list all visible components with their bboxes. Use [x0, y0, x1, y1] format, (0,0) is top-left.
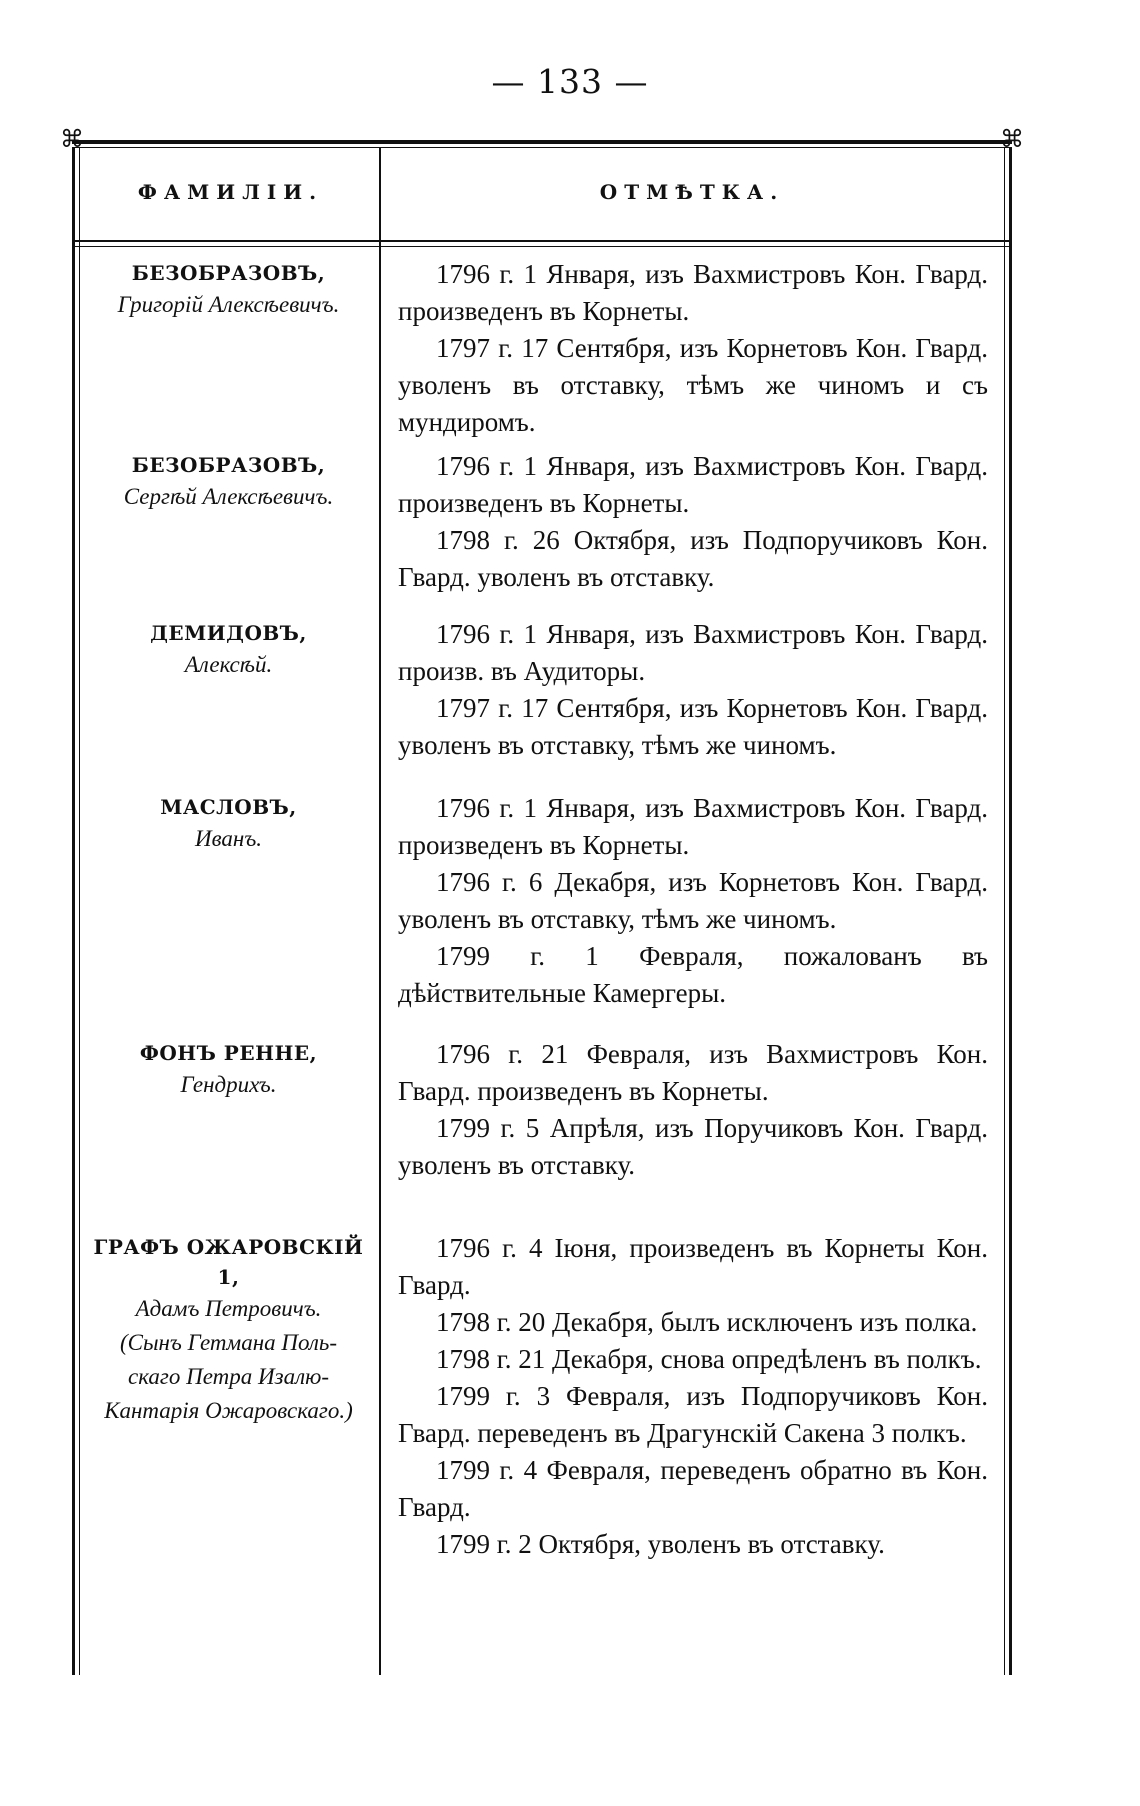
name-cell	[80, 618, 377, 682]
given-name: Сергѣй Алексѣевичъ.	[123, 484, 334, 509]
column-header-notes: ОТМѢТКА.	[599, 180, 785, 204]
note-entry: 1796 г. 21 Февраля, изъ Вахмистровъ Кон. Гвард. произведенъ въ Корнеты.	[398, 1039, 988, 1106]
page-number: — 133 —	[491, 62, 649, 101]
given-name-note: скаго Петра Изалю-	[128, 1364, 329, 1389]
note-entry: 1796 г. 6 Декабря, изъ Корнетовъ Кон. Гвард. уволенъ въ отставку, тѣмъ же чиномъ.	[398, 867, 988, 934]
note-entry: 1799 г. 4 Февраля, переведенъ обратно въ Кон. Гвард.	[398, 1455, 988, 1522]
corner-ornament-icon: ⌘	[1000, 125, 1024, 153]
note-entry: 1796 г. 1 Января, изъ Вахмистровъ Кон. Гвард. произведенъ въ Корнеты.	[398, 259, 988, 326]
notes-cell	[398, 790, 988, 1012]
given-name: Григорій Алексѣевичъ.	[117, 292, 340, 317]
surname: БЕЗОБРАЗОВЪ,	[131, 453, 326, 477]
name-cell	[80, 1232, 377, 1428]
note-entry: 1796 г. 1 Января, изъ Вахмистровъ Кон. Гвард. произведенъ въ Корнеты.	[398, 793, 988, 860]
given-name-note: Кантарія Ожаровскаго.)	[104, 1398, 353, 1423]
name-cell	[80, 450, 377, 514]
corner-ornament-icon: ⌘	[60, 125, 84, 153]
note-entry: 1796 г. 1 Января, изъ Вахмистровъ Кон. Гвард. произведенъ въ Корнеты.	[398, 451, 988, 518]
surname: ДЕМИДОВЪ,	[150, 621, 307, 645]
name-cell	[80, 258, 377, 322]
given-name: Адамъ Петровичъ.	[135, 1296, 322, 1321]
note-entry: 1799 г. 3 Февраля, изъ Подпоручиковъ Кон. Гвард. переведенъ въ Драгунскій Сакена 3 полкъ.	[398, 1381, 988, 1448]
name-cell	[80, 792, 377, 856]
note-entry: 1798 г. 20 Декабря, былъ исключенъ изъ полка.	[436, 1307, 978, 1337]
left-border-thin	[79, 148, 80, 1675]
column-divider	[379, 148, 381, 1675]
top-double-rule	[72, 140, 1012, 144]
name-cell	[80, 1038, 377, 1102]
note-entry: 1796 г. 1 Января, изъ Вахмистровъ Кон. Гвард. произв. въ Аудиторы.	[398, 619, 988, 686]
notes-cell	[398, 616, 988, 764]
note-entry: 1798 г. 21 Декабря, снова опредѣленъ въ полкъ.	[436, 1344, 982, 1374]
note-entry: 1798 г. 26 Октября, изъ Подпоручиковъ Кон. Гвард. уволенъ въ отставку.	[398, 525, 988, 592]
surname: ГРАФЪ ОЖАРОВСКІЙ 1,	[93, 1235, 364, 1289]
notes-cell	[398, 256, 988, 441]
note-entry: 1797 г. 17 Сентября, изъ Корнетовъ Кон. Гвард. уволенъ въ отставку, тѣмъ же чиномъ и съ мундиромъ.	[398, 333, 988, 437]
records-table	[60, 125, 1024, 1675]
notes-cell	[398, 1036, 988, 1184]
surname: БЕЗОБРАЗОВЪ,	[131, 261, 326, 285]
given-name: Гендрихъ.	[180, 1072, 277, 1097]
left-border	[72, 148, 75, 1675]
surname: МАСЛОВЪ,	[160, 795, 297, 819]
given-name: Иванъ.	[194, 826, 263, 851]
note-entry: 1797 г. 17 Сентября, изъ Корнетовъ Кон. Гвард. уволенъ въ отставку, тѣмъ же чиномъ.	[398, 693, 988, 760]
note-entry: 1796 г. 4 Іюня, произведенъ въ Корнеты Кон. Гвард.	[398, 1233, 988, 1300]
column-header-surnames: ФАМИЛІИ.	[137, 180, 324, 204]
note-entry: 1799 г. 5 Апрѣля, изъ Поручиковъ Кон. Гвард. уволенъ въ отставку.	[398, 1113, 988, 1180]
notes-cell	[398, 448, 988, 596]
given-name: Алексѣй.	[184, 652, 273, 677]
given-name-note: (Сынъ Гетмана Поль-	[119, 1330, 338, 1355]
header-rule-thin	[72, 246, 1012, 247]
right-border-thin	[1004, 148, 1005, 1675]
note-entry: 1799 г. 2 Октября, уволенъ въ отставку.	[436, 1529, 885, 1559]
right-border	[1009, 148, 1012, 1675]
surname: ФОНЪ РЕННЕ,	[139, 1041, 318, 1065]
header-rule	[72, 240, 1012, 242]
note-entry: 1799 г. 1 Февраля, пожалованъ въ дѣйствительные Камергеры.	[398, 941, 988, 1008]
notes-cell	[398, 1230, 988, 1563]
top-rule-thin	[72, 147, 1012, 148]
